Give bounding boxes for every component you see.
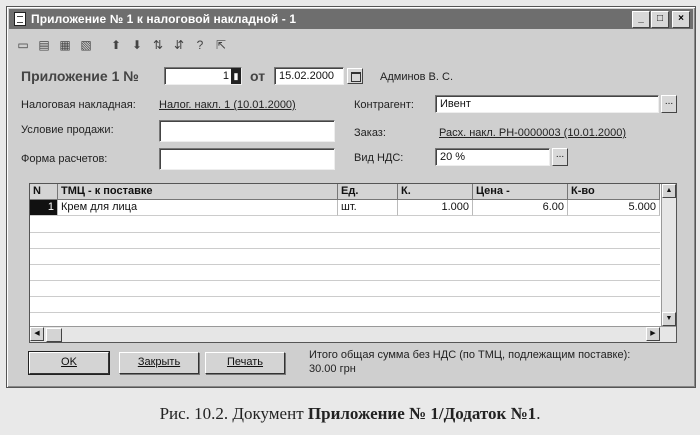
toolbar [15, 34, 229, 56]
tax-invoice-label: Налоговая накладная: [21, 99, 136, 111]
print-button[interactable]: Печать [205, 352, 285, 374]
empty-row [30, 232, 660, 249]
total-amount: 30.00 грн [309, 363, 356, 375]
order-label: Заказ: [354, 127, 386, 139]
title-bar[interactable] [9, 9, 693, 29]
help-icon[interactable]: ? [196, 38, 204, 52]
column-header-k[interactable]: К. [398, 184, 473, 200]
counterparty-select-button[interactable]: ... [661, 95, 677, 113]
empty-row [30, 264, 660, 281]
maximize-button[interactable]: □ [651, 11, 669, 28]
context-help-icon[interactable]: ⇱ [215, 38, 227, 52]
close-button[interactable]: Закрыть [119, 352, 199, 374]
figure-caption [0, 404, 700, 424]
date-from-label: от [250, 68, 266, 84]
sort-asc-icon[interactable]: ⇅ [152, 38, 164, 52]
counterparty-label: Контрагент: [354, 99, 414, 111]
scroll-up-icon[interactable]: ▲ [662, 184, 676, 198]
calendar-icon[interactable] [347, 68, 363, 84]
sale-condition-field[interactable] [159, 120, 335, 142]
scroll-right-icon[interactable]: ▶ [646, 327, 660, 341]
document-window [6, 6, 696, 388]
items-table [29, 183, 677, 343]
caption-document-name: Приложение № 1/Додаток №1 [307, 404, 537, 423]
caption-suffix: . [536, 404, 541, 423]
table-header [30, 184, 660, 200]
scroll-left-icon[interactable]: ◀ [30, 327, 44, 341]
column-header-qty[interactable]: К-во [568, 184, 660, 200]
sale-condition-label: Условие продажи: [21, 124, 114, 136]
caption-prefix: Рис. 10.2. Документ [159, 404, 308, 423]
counterparty-field[interactable]: Ивент [435, 95, 659, 113]
close-window-button[interactable]: × [672, 11, 690, 28]
window-title: Приложение № 1 к налоговой накладной - 1 [31, 12, 297, 26]
table-row[interactable] [30, 200, 660, 216]
scroll-down-icon[interactable]: ▼ [662, 312, 676, 326]
copy-doc-icon[interactable]: ▤ [38, 38, 50, 52]
cell-unit[interactable]: шт. [338, 200, 398, 216]
horizontal-scroll-thumb[interactable] [46, 328, 62, 342]
empty-row [30, 280, 660, 297]
vat-type-label: Вид НДС: [354, 152, 404, 164]
minimize-button[interactable]: _ [632, 11, 650, 28]
column-header-price[interactable]: Цена - [473, 184, 568, 200]
empty-row [30, 248, 660, 265]
column-header-unit[interactable]: Ед. [338, 184, 398, 200]
date-field[interactable]: 15.02.2000 [274, 67, 344, 85]
vertical-scrollbar[interactable] [661, 184, 676, 326]
cell-n[interactable]: 1 [30, 200, 58, 216]
total-description: Итого общая сумма без НДС (по ТМЦ, подлежащим поставке): [309, 349, 631, 361]
cell-k[interactable]: 1.000 [398, 200, 473, 216]
new-doc-icon[interactable]: ▭ [17, 38, 29, 52]
move-up-icon[interactable]: ⬆ [110, 38, 122, 52]
vat-type-field[interactable]: 20 % [435, 148, 550, 166]
number-spinner[interactable]: ▮ [231, 68, 241, 84]
horizontal-scrollbar[interactable] [30, 326, 676, 342]
delete-doc-icon[interactable]: ▧ [80, 38, 92, 52]
column-header-n[interactable]: N [30, 184, 58, 200]
author-name: Админов В. С. [380, 71, 454, 83]
cell-price[interactable]: 6.00 [473, 200, 568, 216]
doc-number-label: Приложение 1 № [21, 68, 139, 84]
document-icon [14, 12, 26, 26]
cell-qty[interactable]: 5.000 [568, 200, 660, 216]
doc-number-field[interactable]: 1 [164, 67, 242, 85]
column-header-item[interactable]: ТМЦ - к поставке [58, 184, 338, 200]
ok-button[interactable]: OK [29, 352, 109, 374]
edit-doc-icon[interactable]: ▦ [59, 38, 71, 52]
cell-item[interactable]: Крем для лица [58, 200, 338, 216]
move-down-icon[interactable]: ⬇ [131, 38, 143, 52]
payment-form-field[interactable] [159, 148, 335, 170]
sort-desc-icon[interactable]: ⇵ [173, 38, 185, 52]
payment-form-label: Форма расчетов: [21, 153, 108, 165]
empty-row [30, 216, 660, 233]
order-link[interactable]: Расх. накл. РН-0000003 (10.01.2000) [439, 127, 627, 139]
tax-invoice-link[interactable]: Налог. накл. 1 (10.01.2000) [159, 99, 296, 111]
empty-row [30, 296, 660, 313]
vat-type-select-button[interactable]: ... [552, 148, 568, 166]
